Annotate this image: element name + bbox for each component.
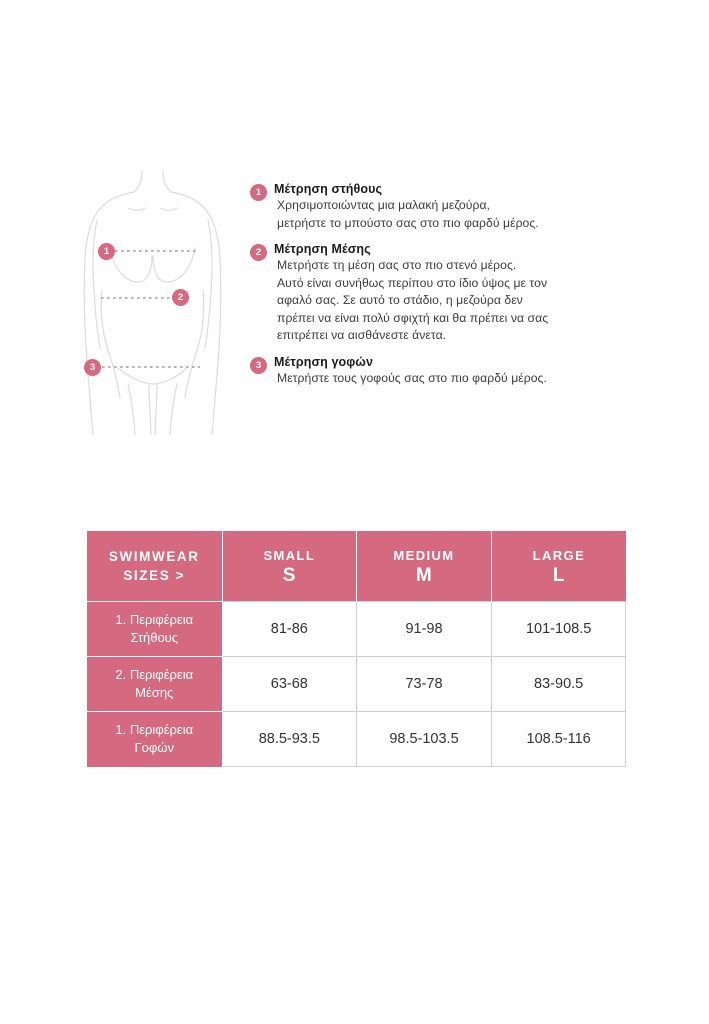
left-arm-inner [93,220,100,348]
instruction-waist [250,242,650,345]
instruction-hips [250,355,650,388]
right-arm-inner [205,220,212,348]
cell-bust-medium: 91-98 [357,602,492,657]
hip-line [118,368,187,384]
cell-hips-medium: 98.5-103.5 [357,712,492,767]
cell-bust-small: 81-86 [222,602,357,657]
cell-bust-large: 101-108.5 [491,602,626,657]
instruction-bust [250,182,650,232]
cell-waist-large: 83-90.5 [491,657,626,712]
header-cell-medium [357,531,492,602]
instruction-number-badge-3: 3 [250,357,267,374]
instruction-list [250,182,650,387]
row-label-line2: Γοφών [134,740,174,756]
figure-marker-3: 3 [84,359,101,376]
left-leg-inner [128,384,135,435]
left-waist-line [101,290,120,398]
torso-left-outline [84,192,134,435]
instruction-body-line: αφαλό σας. Σε αυτό το στάδιο, η μεζούρα δεν [277,293,523,307]
instruction-body-line: Χρησιμοποιώντας μια μαλακή μεζούρα, [277,198,490,212]
row-label-line1: 1. Περιφέρεια [115,612,194,627]
right-leg-inner [170,384,177,435]
torso-right-outline [171,192,221,435]
instruction-number-badge-1: 1 [250,184,267,201]
table-row [87,602,626,657]
measurement-guide [0,160,709,450]
row-label-waist [87,657,222,712]
header-large-letter: L [552,564,565,586]
bust-left-curve [110,248,152,282]
instruction-body-line: μετρήστε το μπούστο σας στο πιο φαρδύ μέρος. [277,215,539,230]
instruction-title-waist: Μέτρηση Μέσης [274,242,371,256]
cell-waist-small: 63-68 [222,657,357,712]
row-label-line1: 2. Περιφέρεια [115,667,194,682]
instruction-body-line: Μετρήστε τους γοφούς σας στο πιο φαρδύ μέρος. [277,370,547,385]
header-sizes-line2: SIZES > [123,568,186,583]
table-header-row [87,531,626,602]
row-label-line2: Μέσης [135,685,174,700]
instruction-body-line: επιτρέπει να αισθάνεστε άνετα. [277,328,447,342]
header-cell-sizes [87,531,222,602]
table-row [87,657,626,712]
center-right-leg [155,385,157,435]
header-medium-letter: M [415,564,433,586]
instruction-body-hips [277,370,650,388]
header-sizes-line1: SWIMWEAR [108,549,200,564]
instruction-body-bust [277,197,650,232]
figure-marker-2: 2 [172,289,189,306]
row-label-bust [87,602,222,657]
figure-marker-1: 1 [98,243,115,260]
body-figure-illustration [70,170,235,435]
cell-waist-medium: 73-78 [357,657,492,712]
table-row [87,712,626,767]
right-waist-line [185,290,204,398]
header-small-word: SMALL [263,547,316,563]
instruction-body-line: Μετρήστε τη μέση σας στο πιο στενό μέρος. [277,258,517,272]
center-left-leg [149,385,151,435]
bust-right-curve [153,248,195,282]
instruction-body-line: Αυτό είναι συνήθως περίπου στο ίδιο ύψος με τον [277,275,548,290]
header-large-word: LARGE [532,547,586,563]
instruction-title-bust: Μέτρηση στήθους [274,182,383,196]
female-torso-svg [70,170,235,435]
collarbone-left [128,208,145,210]
neck-left-line [134,170,142,192]
neck-right-line [163,170,171,192]
cell-hips-small: 88.5-93.5 [222,712,357,767]
instruction-body-line: πρέπει να είναι πολύ σφιχτή και θα πρέπει να σας [277,310,549,325]
instruction-title-hips: Μέτρηση γοφών [274,354,373,369]
row-label-hips [87,712,222,767]
header-small-letter: S [282,564,296,586]
collarbone-right [160,208,177,210]
instruction-number-badge-2: 2 [250,244,267,261]
instruction-body-waist [277,257,650,345]
header-cell-small [222,531,357,602]
row-label-line2: Στήθους [130,630,179,645]
header-cell-large [491,531,626,602]
header-medium-word: MEDIUM [393,547,455,563]
cell-hips-large: 108.5-116 [491,712,626,767]
row-label-line1: 1. Περιφέρεια [115,722,194,738]
swimwear-size-table [87,531,626,767]
